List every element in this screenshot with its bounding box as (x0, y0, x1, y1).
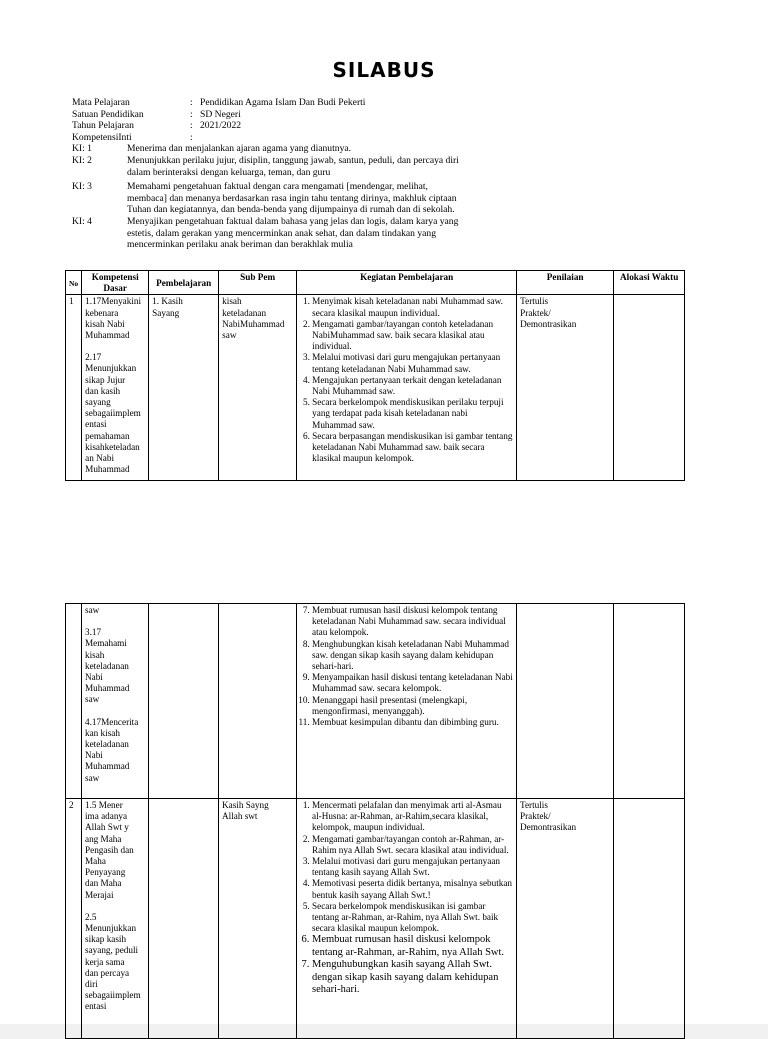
cell-line: Muhammad (85, 330, 130, 341)
ki-label: KI: 3 (72, 181, 92, 193)
ki-line: estetis, dalam gerakan yang mencerminkan anak sehat, dan dalam tindakan yang (127, 227, 437, 239)
ki-4 (72, 216, 692, 251)
header-subpem: Sub Pem (219, 271, 297, 295)
kegiatan-item: 9. Menyampaikan hasil diskusi tentang keteladanan Nabi Muhammad saw. secara kelompok. (312, 672, 513, 694)
row-no: 1 (66, 295, 82, 481)
cell-line: dan Maha (85, 878, 122, 889)
header-alokasi: Alokasi Waktu (614, 271, 685, 295)
ki-3 (72, 181, 692, 216)
row-alokasi (614, 799, 685, 1039)
ki-line: Menunjukkan perilaku jujur, disiplin, tanggung jawab, santun, peduli, dan percaya diri (127, 154, 459, 166)
header-row-year: Tahun Pelajaran : 2021/2022 (72, 120, 692, 132)
cell-line: Penyayang (85, 867, 126, 878)
cell-line: 4.17Mencerita (85, 716, 139, 727)
cell-line: entasi (85, 1001, 107, 1012)
cell-line: Nabi (85, 672, 103, 683)
header-no: No (69, 278, 79, 288)
cell-line: sikap kasih (85, 934, 127, 945)
cell-line: sikap Jujur (85, 374, 126, 385)
page-gap (0, 512, 768, 580)
cell-line: ima adanya (85, 811, 128, 822)
kegiatan-item: 5. Secara berkelompok mendiskusikan perilaku terpuji yang terdapat pada kisah keteladanan nabi Muhammad saw. (312, 397, 513, 431)
row-subpem (219, 604, 297, 799)
row-pembelajaran (149, 799, 219, 1039)
header-row-subject: Mata Pelajaran : Pendidikan Agama Islam Dan Budi Pekerti (72, 97, 692, 109)
cell-line: Demontrasikan (520, 318, 577, 329)
cell-line: kisah Nabi (85, 318, 125, 329)
row-kegiatan (297, 799, 517, 1039)
cell-line: pemahaman (85, 430, 130, 441)
row-alokasi (614, 604, 685, 799)
cell-line: Tertulis (520, 800, 548, 810)
header-kegiatan: Kegiatan Pembelajaran (297, 271, 517, 295)
row-kd (82, 604, 149, 799)
cell-line: dan kasih (85, 385, 121, 396)
row-no (66, 604, 82, 799)
header-row-ki: KompetensiInti : (72, 132, 692, 144)
ki-line: membaca] dan menanya berdasarkan rasa ingin tahu tentang dirinya, makhluk ciptaan (127, 192, 457, 204)
cell-line: 1.5 Mener (85, 800, 123, 810)
cell-line: Muhammad (85, 761, 130, 772)
row-kegiatan (297, 295, 517, 481)
row-kd (82, 799, 149, 1039)
document-title: SILABUS (332, 58, 436, 82)
header-label: Tahun Pelajaran (72, 120, 134, 132)
cell-line (85, 901, 145, 912)
ki-line: Memahami pengetahuan faktual dengan cara mengamati [mendengar, melihat, (127, 181, 428, 193)
cell-line: 3.17 (85, 627, 102, 638)
cell-line: saw (222, 330, 237, 341)
ki-label: KI: 2 (72, 154, 92, 166)
cell-line: sayang, peduli (85, 945, 139, 956)
cell-line: NabiMuhammad (222, 318, 285, 329)
row-subpem (219, 799, 297, 1039)
kegiatan-item: 10. Menanggapi hasil presentasi (melengkapi, mengonfirmasi, menyanggah). (312, 695, 513, 717)
cell-line: saw (85, 772, 100, 783)
kegiatan-item: 3. Melalui motivasi dari guru mengajukan pertanyaan tentang keteladanan Nabi Muhammad saw. (312, 352, 513, 374)
cell-line: diri (85, 979, 98, 990)
kegiatan-item: 2. Mengamati gambar/tayangan contoh keteladanan NabiMuhammad saw. baik secara klasikal atau individual. (312, 319, 513, 353)
cell-line: Muhammad (85, 464, 130, 475)
syllabus-table-page1 (65, 270, 685, 481)
ki-line: Tuhan dan kegiatannya, dan benda-benda yang dijumpainya di rumah dan di sekolah. (127, 204, 455, 216)
ki-2 (72, 155, 692, 178)
ki-line: Menyajikan pengetahuan faktual dalam bahasa yang jelas dan logis, dalam karya yang (127, 215, 459, 227)
ki-label: KI: 4 (72, 215, 92, 227)
cell-line: Nabi (85, 750, 103, 761)
syllabus-table-page2 (65, 603, 685, 1039)
kegiatan-item: 6. Membuat rumusan hasil diskusi kelompok tentang ar-Rahman, ar-Rahim, nya Allah Swt. (312, 934, 513, 959)
document-header (72, 97, 692, 251)
cell-line: sebagaiimplem (85, 990, 141, 1001)
row-no: 2 (66, 799, 82, 1039)
cell-line: Demontrasikan (520, 822, 577, 833)
cell-line: kisah (85, 649, 105, 660)
cell-line: entasi (85, 419, 107, 430)
cell-line: saw (85, 694, 100, 705)
kegiatan-item: 2. Mengamati gambar/tayangan contoh ar-Rahman, ar-Rahim nya Allah Swt. secara klasikal atau individual. (312, 834, 513, 856)
cell-line (85, 616, 145, 627)
cell-line: dan percaya (85, 967, 130, 978)
row-pembelajaran (149, 295, 219, 481)
row-penilaian (517, 799, 614, 1039)
kegiatan-item: 1. Mencermati pelafalan dan menyimak arti al-Asmau al-Husna: ar-Rahman, ar-Rahim,secara klasikal, kelompok, maupun individual. (312, 800, 513, 834)
cell-line: 1.17Menyakini (85, 296, 142, 307)
table-header-row (66, 271, 685, 295)
table-row (66, 604, 685, 799)
header-row-school: Satuan Pendidikan : SD Negeri (72, 109, 692, 121)
ki-line: mencerminkan perilaku anak beriman dan berakhlak mulia (127, 239, 353, 251)
cell-line: Pengasih dan (85, 844, 134, 855)
header-kd: Kompetensi Dasar (82, 271, 149, 295)
ki-1 (72, 143, 692, 155)
cell-line: sayang (85, 397, 111, 408)
cell-line: Kasih Sayng (222, 800, 269, 810)
kegiatan-item: 11. Membuat kesimpulan dibantu dan dibimbing guru. (312, 717, 513, 728)
cell-line: kebenara (85, 307, 119, 318)
header-pembelajaran: Pembelajaran (149, 271, 219, 295)
cell-line (85, 341, 145, 352)
cell-line: Menunjukkan (85, 363, 137, 374)
cell-line: Allah swt (222, 811, 258, 822)
header-penilaian: Penilaian (517, 271, 614, 295)
table-row (66, 799, 685, 1039)
kegiatan-item: 5. Secara berkelompok mendiskusikan isi gambar tentang ar-Rahman, ar-Rahim, nya Allah Swt. baik secara klasikal maupun kelompok. (312, 901, 513, 935)
header-value (200, 132, 692, 144)
cell-line: keteladanan (85, 660, 129, 671)
ki-line: Menerima dan menjalankan ajaran agama yang dianutnya. (127, 143, 352, 155)
row-subpem (219, 295, 297, 481)
cell-line: Merajai (85, 889, 114, 900)
cell-line: Allah Swt y (85, 822, 129, 833)
kegiatan-item: 8. Menghubungkan kisah keteladanan Nabi Muhammad saw. dengan sikap kasih sayang dalam kehidupan sehari-hari. (312, 639, 513, 673)
page-2 (0, 580, 768, 1024)
cell-line: kisahketeladan (85, 441, 140, 452)
row-kegiatan (297, 604, 517, 799)
cell-line: 2.5 (85, 911, 97, 922)
ki-label: KI: 1 (72, 143, 92, 155)
cell-line: Praktek/ (520, 307, 551, 318)
cell-line: sebagaiimplem (85, 408, 141, 419)
header-value: Pendidikan Agama Islam Dan Budi Pekerti (200, 97, 366, 108)
header-label: KompetensiInti (72, 131, 132, 143)
row-alokasi (614, 295, 685, 481)
cell-line: Maha (85, 856, 106, 867)
row-penilaian (517, 604, 614, 799)
cell-line: Menunjukkan (85, 923, 137, 934)
ki-line: dalam berinteraksi dengan keluarga, teman, dan guru (127, 166, 331, 178)
cell-line: Tertulis (520, 296, 549, 307)
kegiatan-item: 3. Melalui motivasi dari guru mengajukan pertanyaan tentang kasih sayang Allah Swt. (312, 856, 513, 878)
header-label: Satuan Pendidikan (72, 108, 144, 120)
kegiatan-item: 1. Menyimak kisah keteladanan nabi Muhammad saw. secara klasikal maupun individual. (312, 296, 513, 318)
row-kd (82, 295, 149, 481)
cell-line: Memahami (85, 638, 127, 649)
row-penilaian (517, 295, 614, 481)
cell-line: kan kisah (85, 727, 120, 738)
cell-line: 2.17 (85, 352, 102, 363)
page-1 (0, 0, 768, 512)
cell-line: keteladanan (222, 307, 267, 318)
kegiatan-item: 4. Mengajukan pertanyaan terkait dengan keteladanan Nabi Muhammad saw. (312, 375, 513, 397)
cell-line: Sayang (152, 307, 180, 318)
row-pembelajaran (149, 604, 219, 799)
cell-line: saw (85, 605, 100, 615)
kegiatan-item: 6. Secara berpasangan mendiskusikan isi gambar tentang keteladanan Nabi Muhammad saw. baik secara klasikal maupun kelompok. (312, 431, 513, 465)
kegiatan-item: 4. Memotivasi peserta didik bertanya, misalnya sebutkan bentuk kasih sayang Allah Swt.! (312, 878, 513, 900)
cell-line: Praktek/ (520, 811, 551, 822)
kegiatan-item: 7. Menguhubungkan kasih sayang Allah Swt. dengan sikap kasih sayang dalam kehidupan sehari-hari. (312, 959, 513, 996)
cell-line: keteladanan (85, 739, 129, 750)
cell-line: 1. Kasih (152, 296, 183, 307)
table-row (66, 295, 685, 481)
cell-line: an Nabi (85, 453, 114, 464)
cell-line: ang Maha (85, 833, 122, 844)
cell-line: kerja sama (85, 956, 125, 967)
kegiatan-item: 7. Membuat rumusan hasil diskusi kelompok tentang keteladanan Nabi Muhammad saw. secara individual atau kelompok. (312, 605, 513, 639)
header-value: 2021/2022 (200, 120, 242, 132)
header-label: Mata Pelajaran (72, 97, 130, 108)
cell-line: kisah (222, 296, 242, 307)
cell-line (85, 706, 145, 717)
header-value: SD Negeri (200, 108, 241, 120)
cell-line: Muhammad (85, 683, 130, 694)
